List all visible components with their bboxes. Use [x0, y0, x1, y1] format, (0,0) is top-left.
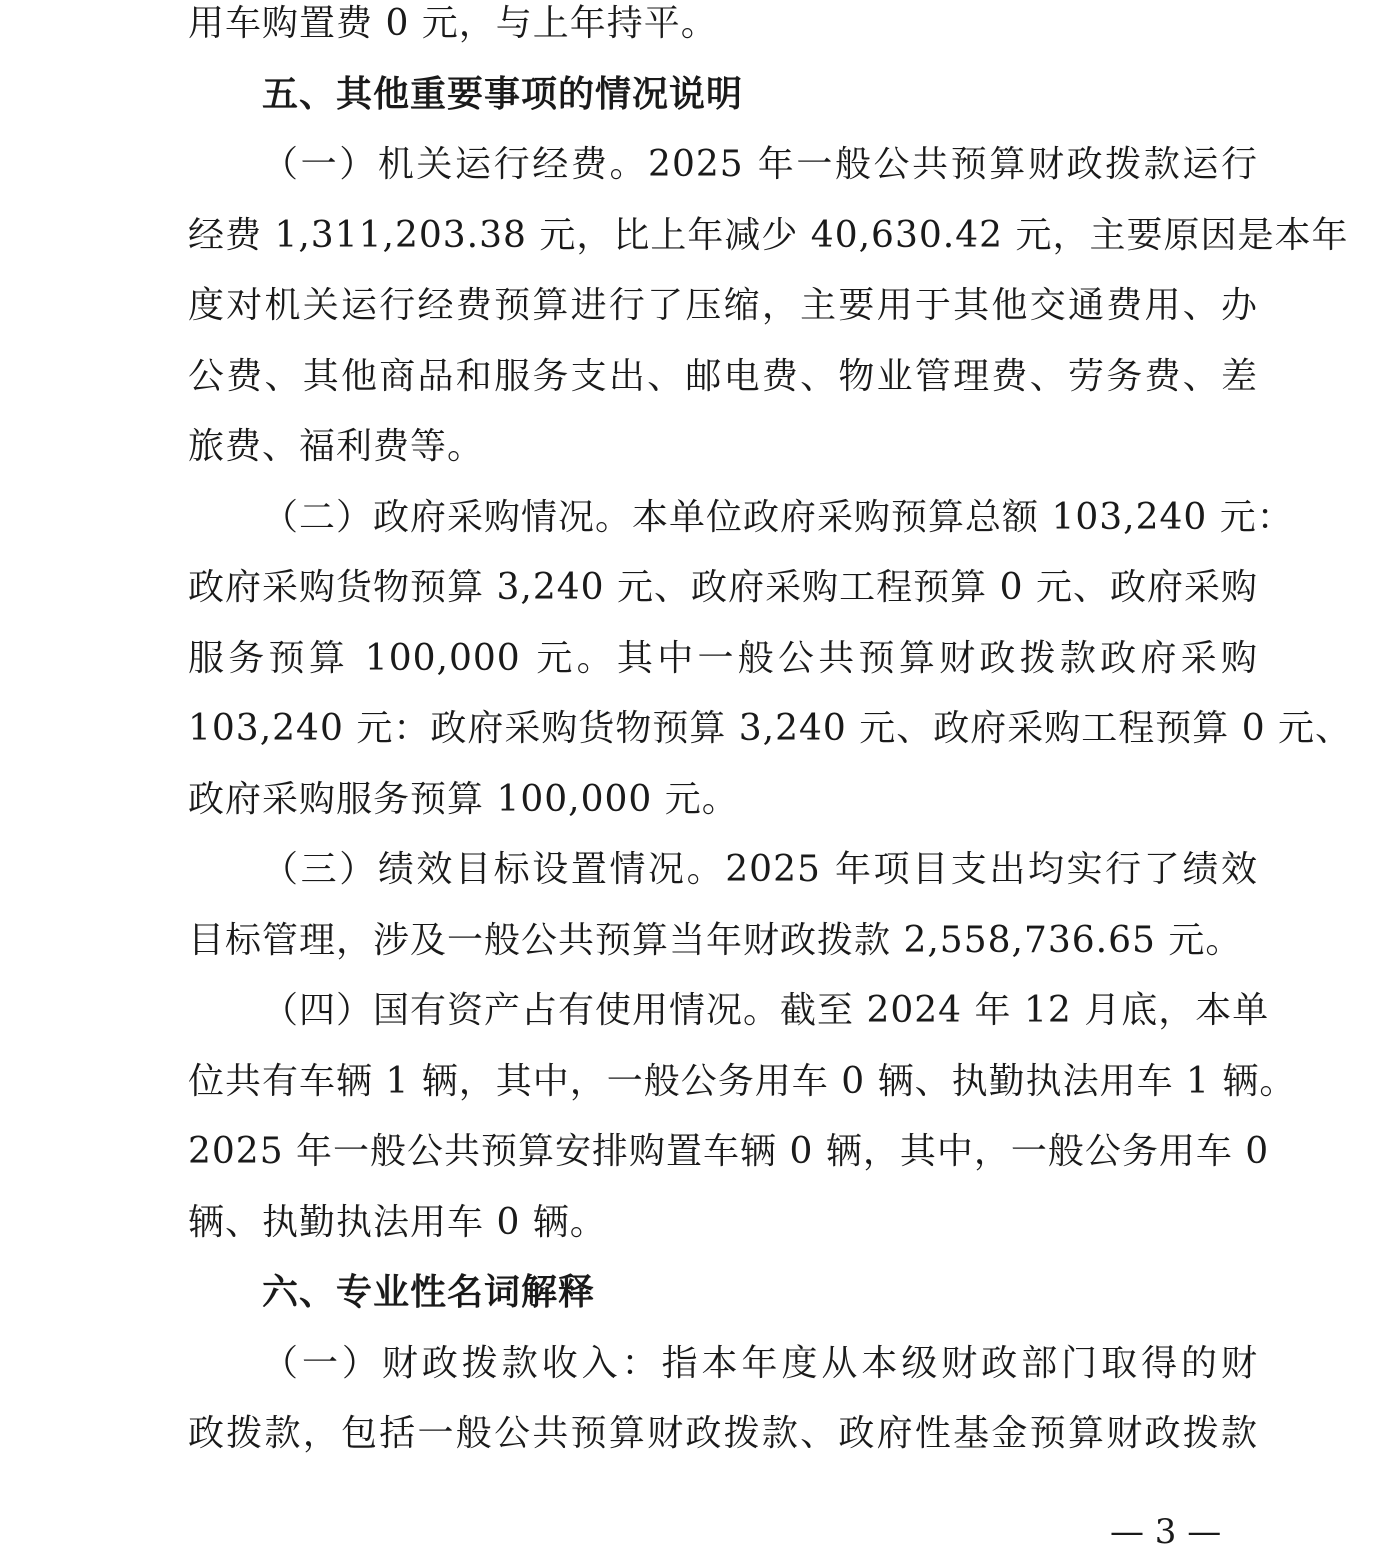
page-number: — 3 — [1110, 1512, 1222, 1552]
paragraph-line: 103,240 元：政府采购货物预算 3,240 元、政府采购工程预算 0 元、 [188, 708, 1353, 749]
paragraph-line: 服务预算 100,000 元。其中一般公共预算财政拨款政府采购 [188, 638, 1258, 679]
paragraph-line: 旅费、福利费等。 [188, 426, 485, 467]
paragraph-line: 政府采购服务预算 100,000 元。 [188, 779, 739, 820]
paragraph-line: 政府采购货物预算 3,240 元、政府采购工程预算 0 元、政府采购 [188, 567, 1258, 608]
paragraph-line: （二）政府采购情况。本单位政府采购预算总额 103,240 元： [262, 497, 1294, 538]
paragraph-line: 政拨款，包括一般公共预算财政拨款、政府性基金预算财政拨款 [188, 1413, 1258, 1454]
paragraph-line: （一）财政拨款收入：指本年度从本级财政部门取得的财 [262, 1343, 1258, 1384]
paragraph-line: （三）绩效目标设置情况。2025 年项目支出均实行了绩效 [262, 849, 1258, 890]
paragraph-line: 度对机关运行经费预算进行了压缩，主要用于其他交通费用、办 [188, 285, 1258, 326]
paragraph-line: 2025 年一般公共预算安排购置车辆 0 辆，其中，一般公务用车 0 [188, 1131, 1270, 1172]
section-heading: 六、专业性名词解释 [262, 1272, 596, 1313]
paragraph-line: 公费、其他商品和服务支出、邮电费、物业管理费、劳务费、差 [188, 356, 1258, 397]
paragraph-line: （四）国有资产占有使用情况。截至 2024 年 12 月底，本单 [262, 990, 1270, 1031]
paragraph-line: （一）机关运行经费。2025 年一般公共预算财政拨款运行 [262, 144, 1258, 185]
paragraph-line: 经费 1,311,203.38 元，比上年减少 40,630.42 元，主要原因是本年 [188, 215, 1349, 256]
paragraph-line: 辆、执勤执法用车 0 辆。 [188, 1202, 607, 1243]
paragraph-line: 位共有车辆 1 辆，其中，一般公务用车 0 辆、执勤执法用车 1 辆。 [188, 1061, 1297, 1102]
paragraph-line: 目标管理，涉及一般公共预算当年财政拨款 2,558,736.65 元。 [188, 920, 1243, 961]
section-heading: 五、其他重要事项的情况说明 [262, 74, 744, 115]
body-line: 用车购置费 0 元，与上年持平。 [188, 3, 718, 44]
